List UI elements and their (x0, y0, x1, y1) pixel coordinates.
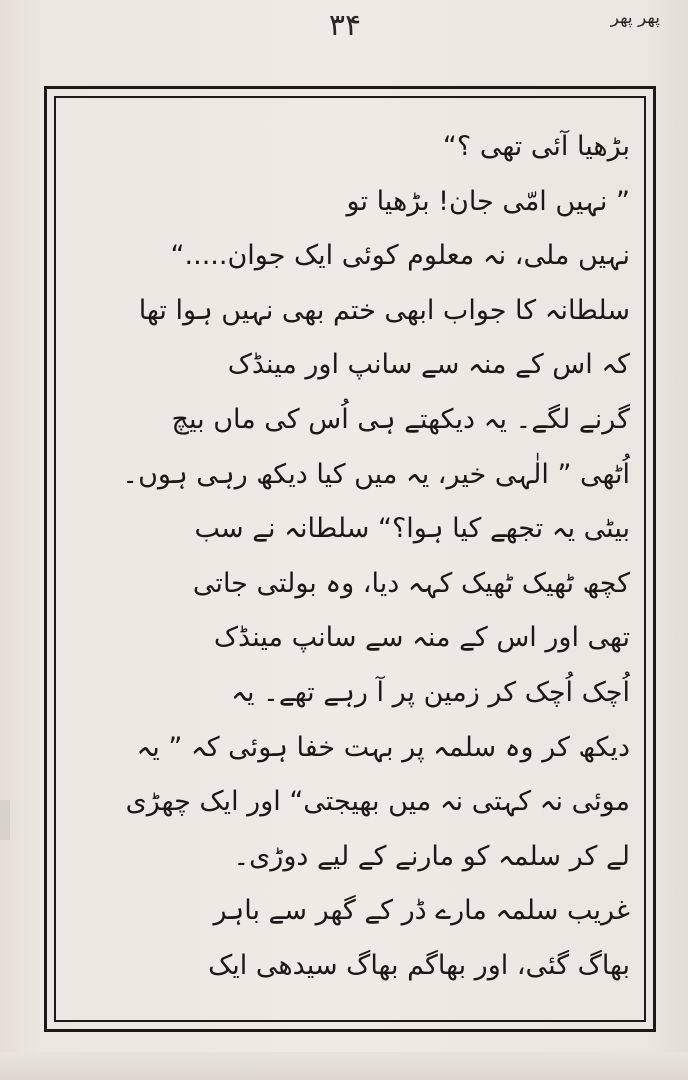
text-line: کہ اس کے منہ سے سانپ اور مینڈک (227, 349, 630, 381)
text-line: ” نہیں امّی جان! بڑھیا تو (346, 185, 630, 217)
text-line: لے کر سلمہ کو مارنے کے لیے دوڑی۔ (233, 840, 630, 872)
page-number: ۳۴ (328, 8, 362, 43)
text-line: بڑھیا آئی تھی ؟“ (442, 131, 630, 162)
text-line: تھی اور اس کے منہ سے سانپ مینڈک (213, 622, 630, 654)
page-bottom-edge (0, 1052, 688, 1080)
text-line: غریب سلمہ مارے ڈر کے گھر سے باہر (213, 895, 630, 927)
running-title: پھر پھر (610, 8, 660, 28)
text-line: گرنے لگے۔ یہ دیکھتے ہی اُس کی ماں بیچ (171, 403, 630, 435)
text-line: سلطانہ کا جواب ابھی ختم بھی نہیں ہوا تھا (138, 294, 630, 326)
text-line: موئی نہ کہتی نہ میں بھیجتی“ اور ایک چھڑی (125, 786, 630, 818)
text-line: کچھ ٹھیک ٹھیک کہہ دیا، وہ بولتی جاتی (192, 567, 630, 599)
text-line: نہیں ملی، نہ معلوم کوئی ایک جوان.....“ (170, 240, 630, 272)
body-text (70, 120, 630, 1000)
text-line: اُچک اُچک کر زمین پر آ رہے تھے۔ یہ (231, 676, 630, 708)
text-line: بھاگ گئی، اور بھاگم بھاگ سیدھی ایک (208, 949, 630, 981)
text-line: دیکھ کر وہ سلمہ پر بہت خفا ہوئی کہ ” یہ (136, 731, 630, 763)
text-line: بیٹی یہ تجھے کیا ہوا؟“ سلطانہ نے سب (194, 513, 630, 545)
scan-edge-mark (0, 800, 10, 840)
text-line: اُٹھی ” الٰہی خیر، یہ میں کیا دیکھ رہی ہوں۔ (122, 458, 630, 490)
